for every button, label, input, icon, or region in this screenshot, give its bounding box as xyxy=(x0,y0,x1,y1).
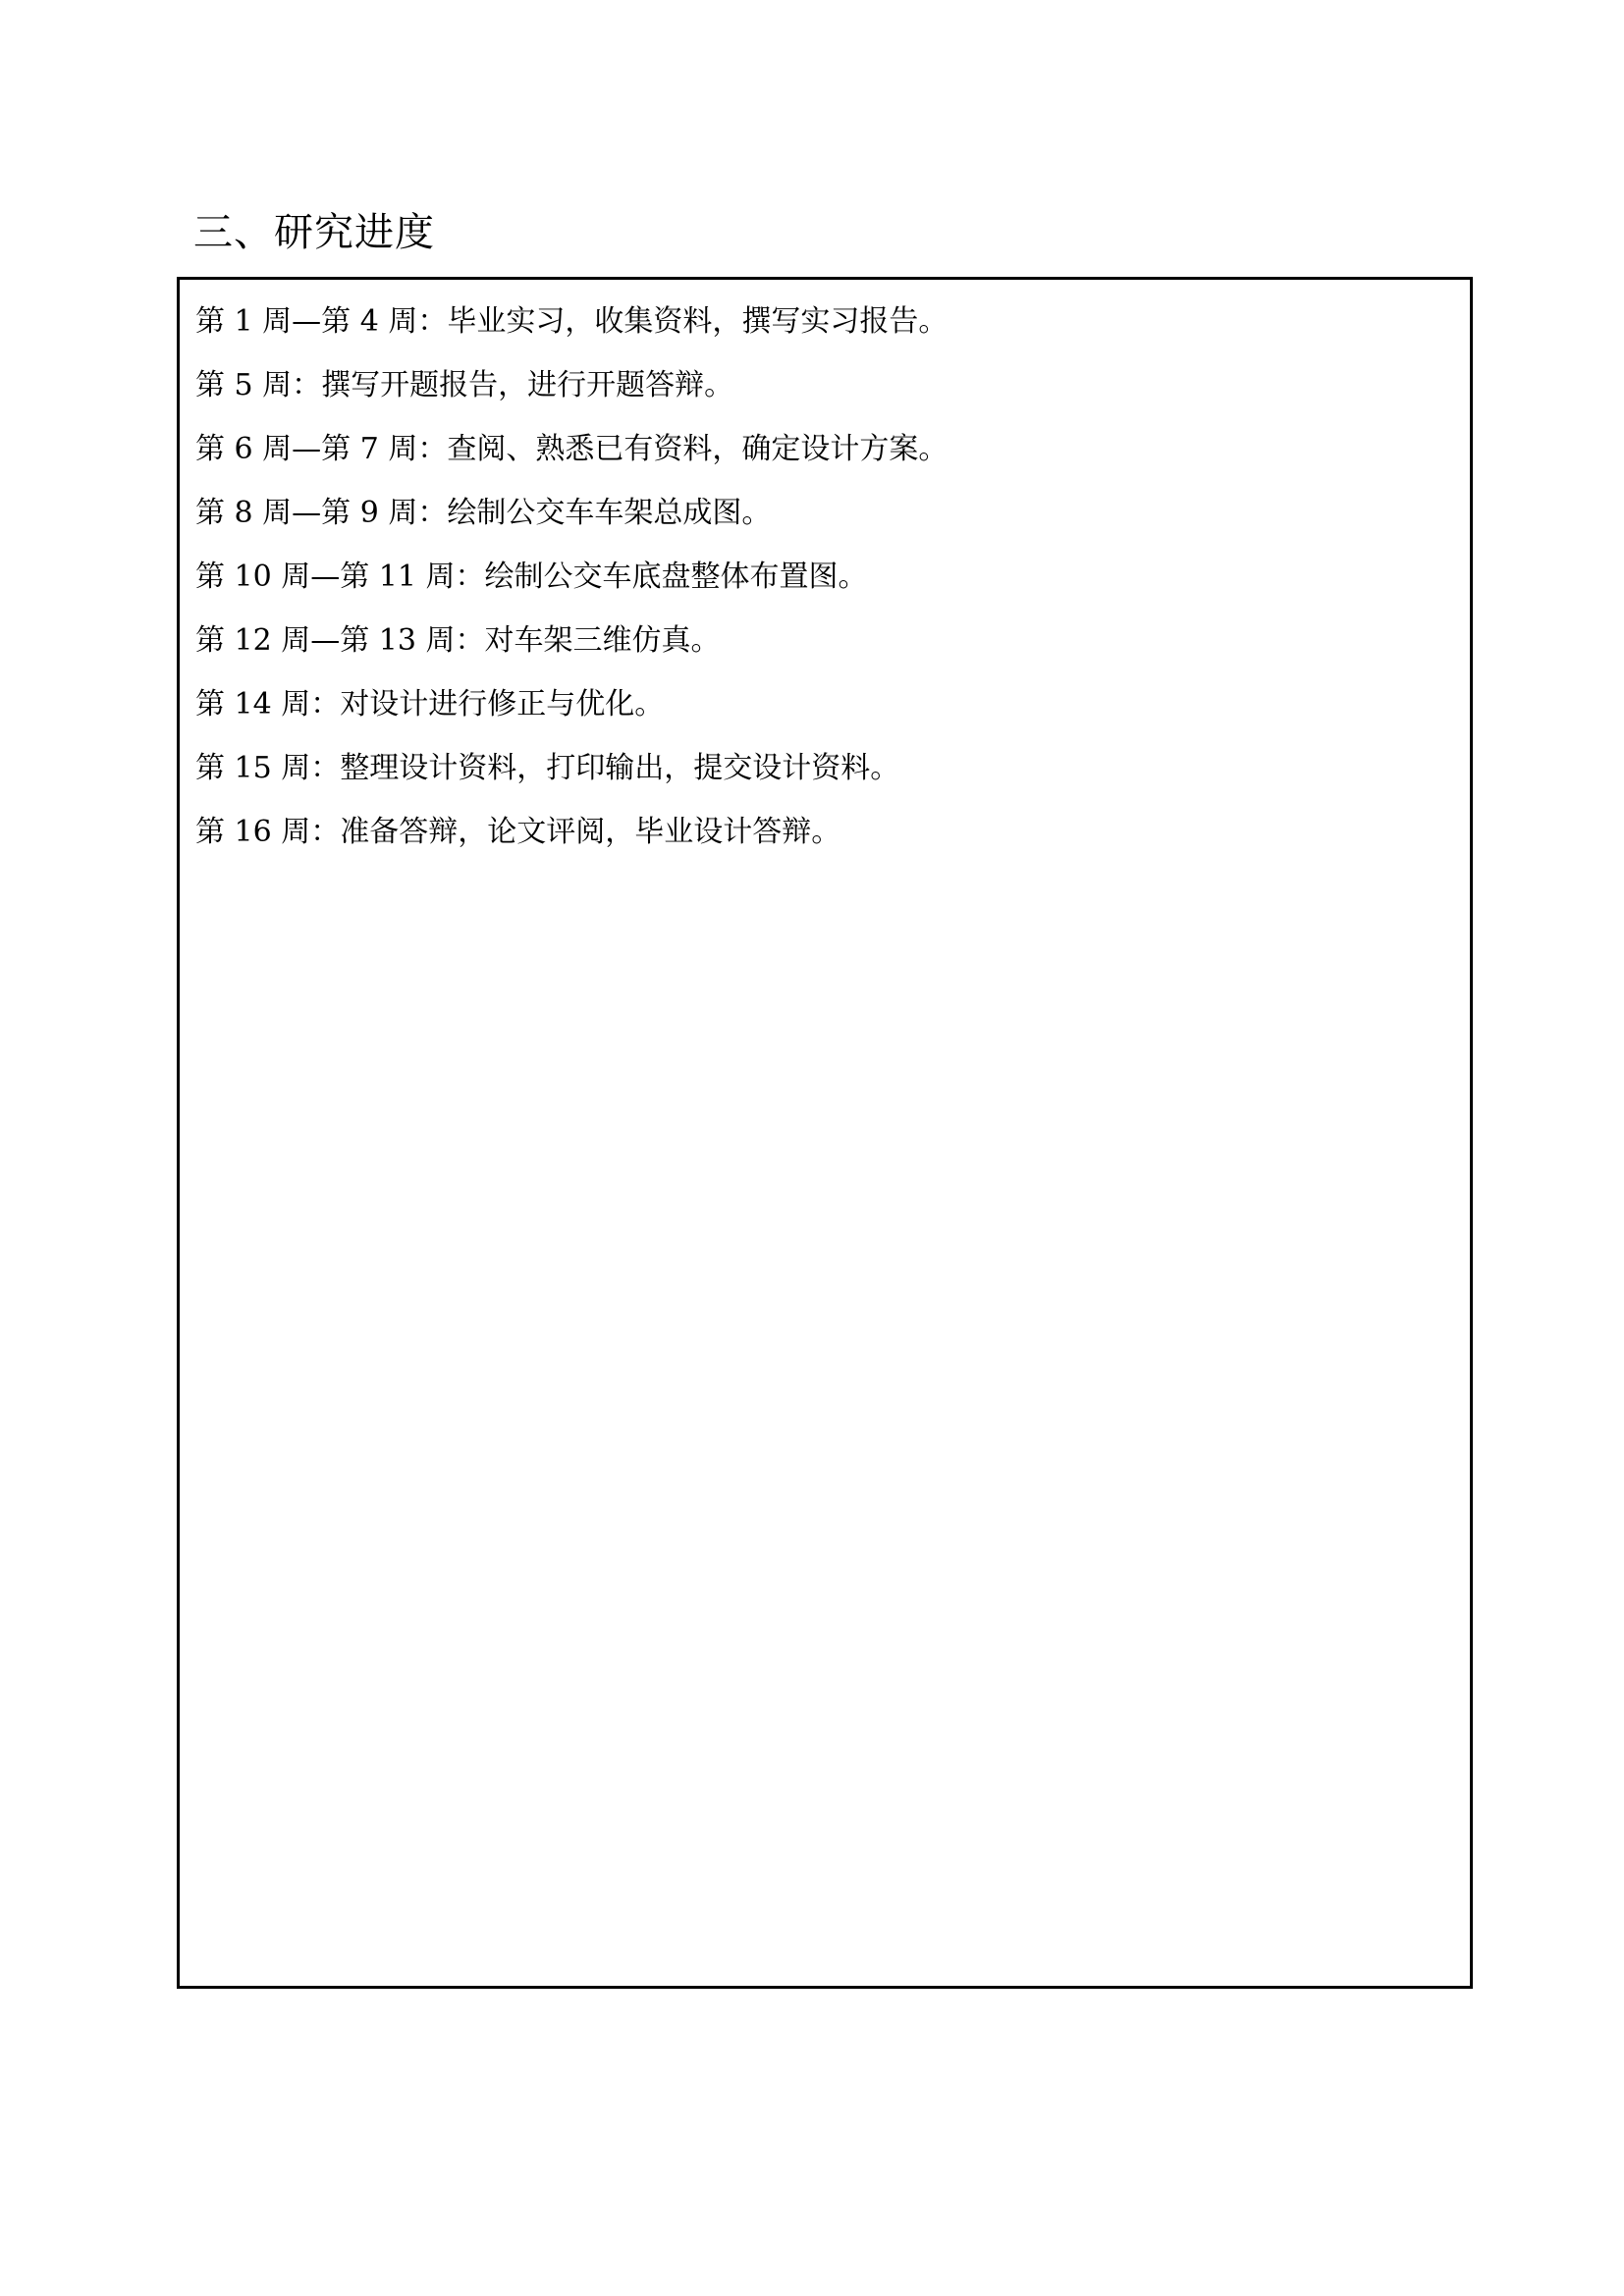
schedule-item-week-12-13: 第 12 周—第 13 周：对车架三维仿真。 xyxy=(195,623,721,658)
schedule-item-week-6-7: 第 6 周—第 7 周：查阅、熟悉已有资料，确定设计方案。 xyxy=(195,432,948,466)
schedule-item-week-1-4: 第 1 周—第 4 周：毕业实习，收集资料，撰写实习报告。 xyxy=(195,304,948,339)
schedule-list xyxy=(195,290,947,864)
schedule-item-week-16: 第 16 周：准备答辩，论文评阅，毕业设计答辩。 xyxy=(195,815,841,849)
schedule-item-week-14: 第 14 周：对设计进行修正与优化。 xyxy=(195,687,665,721)
schedule-item-week-5: 第 5 周：撰写开题报告，进行开题答辩。 xyxy=(195,368,734,402)
schedule-item-week-10-11: 第 10 周—第 11 周：绘制公交车底盘整体布置图。 xyxy=(195,560,868,594)
schedule-item-week-15: 第 15 周：整理设计资料，打印输出，提交设计资料。 xyxy=(195,751,900,785)
section-heading: 三、研究进度 xyxy=(193,210,435,255)
schedule-table xyxy=(177,277,1473,1989)
schedule-item-week-8-9: 第 8 周—第 9 周：绘制公交车车架总成图。 xyxy=(195,496,772,530)
